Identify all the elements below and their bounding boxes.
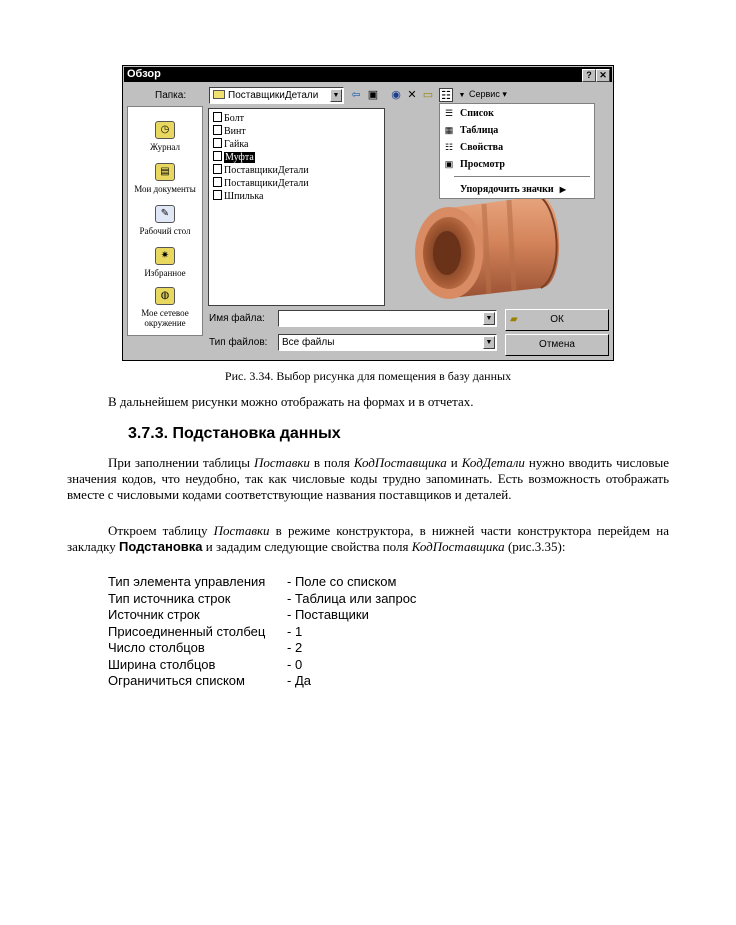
dialog-titlebar [124, 67, 612, 82]
chevron-down-icon[interactable]: ▼ [483, 336, 495, 349]
place-label: Избранное [144, 268, 186, 278]
open-folder-icon: ▰ [510, 314, 518, 325]
submenu-arrow-icon: ▶ [559, 185, 566, 194]
place-history[interactable] [128, 121, 202, 152]
menu-item-table[interactable]: ▦ Таблица [442, 123, 498, 138]
place-favorites[interactable] [128, 247, 202, 278]
new-folder-icon[interactable]: ▭ [422, 89, 434, 101]
folder-label: Папка: [155, 90, 187, 101]
file-item[interactable]: ПоставщикиДетали [213, 177, 309, 189]
help-button[interactable]: ? [582, 69, 596, 82]
image-file-icon [213, 138, 222, 148]
place-label: Мои документы [134, 184, 196, 194]
paragraph-1: При заполнении таблицы Поставки в поля КодПоставщика и КодДетали нужно вводить числовые значения кодов, что неудобно, так как числовые коды трудно запоминать. Есть возможность отображать вместе с числовыми кодами соответствующие названия поставщиков и деталей. [67, 455, 669, 502]
place-label: Рабочий стол [139, 226, 191, 236]
menu-separator [454, 176, 590, 177]
lookup-properties-list [108, 574, 416, 690]
property-row: Источник строк - Поставщики [108, 607, 369, 622]
file-item[interactable]: Болт [213, 112, 244, 124]
properties-view-icon: ☷ [444, 142, 454, 152]
place-my-documents[interactable] [128, 163, 202, 194]
file-item-selected[interactable]: Муфта [213, 151, 255, 163]
file-item[interactable]: ПоставщикиДетали [213, 164, 309, 176]
filetype-select[interactable]: Все файлы ▼ [278, 334, 497, 351]
place-desktop[interactable] [128, 205, 202, 236]
menu-item-arrange-icons[interactable]: Упорядочить значки ▶ [460, 184, 566, 195]
image-file-icon [213, 112, 222, 122]
network-places-icon: ◍ [155, 287, 175, 305]
property-row: Тип источника строк - Таблица или запрос [108, 590, 417, 606]
cancel-button[interactable]: Отмена [505, 334, 609, 356]
file-list[interactable] [208, 108, 385, 306]
section-heading: 3.7.3. Подстановка данных [128, 425, 341, 442]
folder-select[interactable] [209, 87, 344, 104]
menu-item-properties[interactable]: ☷ Свойства [442, 140, 503, 155]
my-documents-icon: ▤ [155, 163, 175, 181]
chevron-down-icon[interactable]: ▼ [330, 89, 342, 102]
menu-item-preview[interactable]: ▣ Просмотр [442, 157, 505, 172]
property-row: Присоединенный столбец - 1 [108, 623, 303, 639]
property-row: Число столбцов - 2 [108, 640, 303, 655]
file-item[interactable]: Шпилька [213, 190, 264, 202]
paragraph-2: Откроем таблицу Поставки в режиме конструктора, в нижней части конструктора перейдем на закладку Подстановка и зададим следующие свойства поля КодПоставщика (рис.3.35): [67, 523, 669, 554]
delete-icon[interactable]: ✕ [407, 89, 417, 101]
views-chevron-down-icon[interactable]: ▼ [458, 91, 466, 99]
figure-caption: Рис. 3.34. Выбор рисунка для помещения в базу данных [224, 369, 512, 383]
place-label: Журнал [149, 142, 180, 152]
history-icon: ◷ [155, 121, 175, 139]
close-button[interactable]: ✕ [596, 69, 610, 82]
view-menu [439, 103, 595, 199]
paragraph-after-figure: В дальнейшем рисунки можно отображать на формах и в отчетах. [108, 394, 474, 409]
property-row: Тип элемента управления - Поле со списком [108, 574, 397, 589]
dialog-title: Обзор [127, 68, 161, 80]
filename-input[interactable] [278, 310, 497, 327]
search-web-icon[interactable]: ◉ [391, 89, 401, 101]
filename-label: Имя файла: [209, 313, 265, 324]
service-menu[interactable]: Сервис ▾ [469, 89, 507, 99]
chevron-down-icon[interactable]: ▼ [483, 312, 495, 325]
image-file-icon [213, 177, 222, 187]
list-view-icon: ☰ [444, 108, 454, 118]
menu-item-list[interactable]: ☰ Список [442, 106, 494, 121]
favorites-icon: ✷ [155, 247, 175, 265]
places-bar [127, 106, 203, 336]
folder-icon [213, 90, 225, 99]
filetype-label: Тип файлов: [209, 337, 268, 348]
details-view-icon: ▦ [444, 125, 454, 135]
ok-button[interactable]: ▰ ОК [505, 309, 609, 331]
image-file-icon [213, 151, 222, 161]
views-icon[interactable]: ☷ [439, 88, 453, 102]
file-item[interactable]: Гайка [213, 138, 248, 150]
property-row: Ширина столбцов - 0 [108, 656, 303, 672]
image-file-icon [213, 190, 222, 200]
up-folder-icon[interactable]: ▣ [367, 89, 379, 101]
file-item[interactable]: Винт [213, 125, 246, 137]
place-network[interactable] [128, 287, 202, 328]
image-file-icon [213, 164, 222, 174]
folder-value: ПоставщикиДетали [228, 90, 319, 101]
back-icon[interactable]: ⇦ [351, 89, 361, 101]
preview-view-icon: ▣ [444, 159, 454, 169]
image-file-icon [213, 125, 222, 135]
desktop-icon: ✎ [155, 205, 175, 223]
place-label: Мое сетевое окружение [141, 308, 189, 328]
property-row: Ограничиться списком - Да [108, 673, 311, 688]
